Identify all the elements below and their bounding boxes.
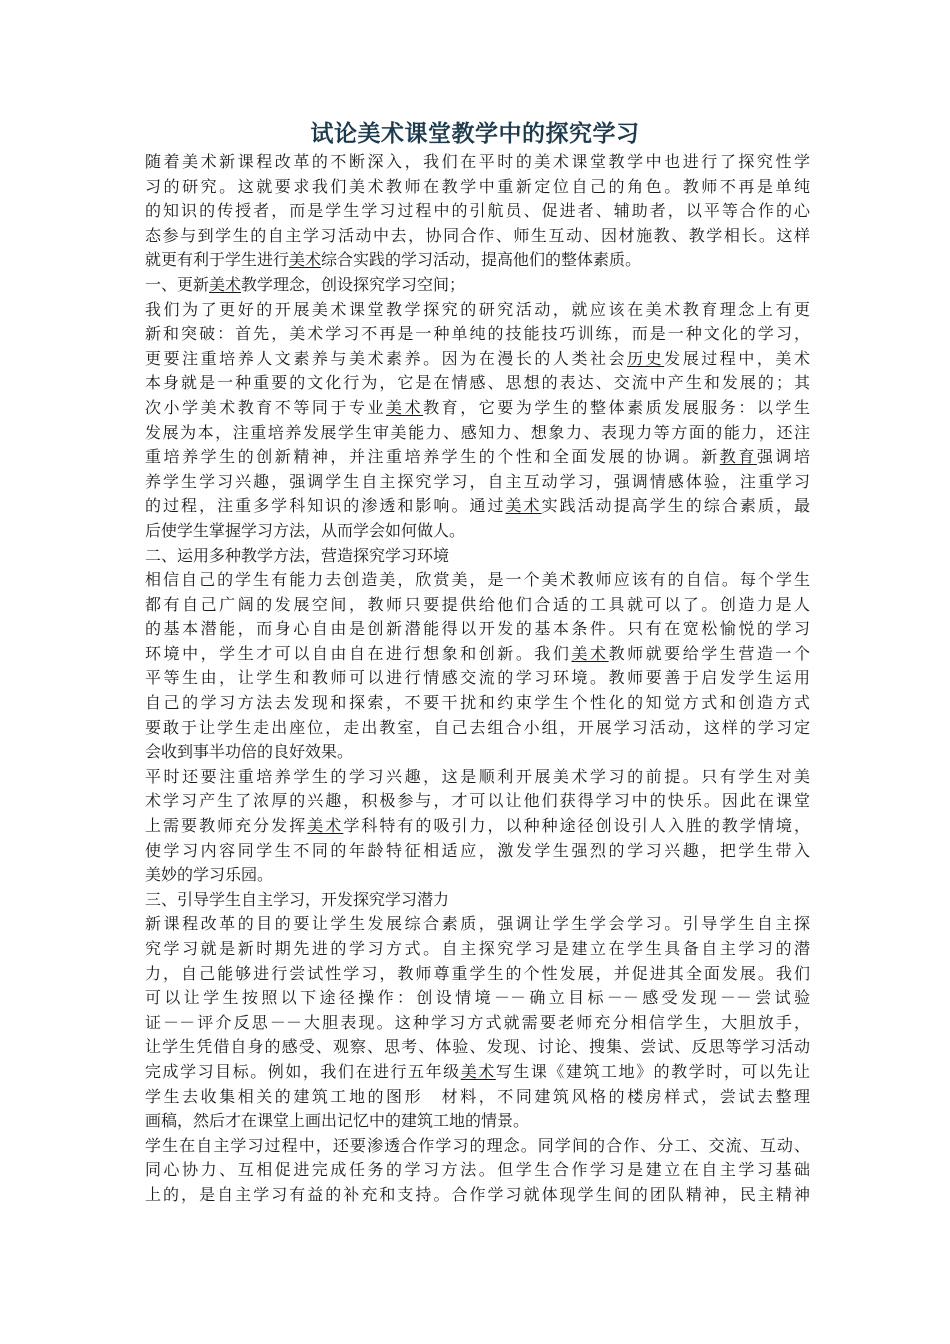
text-segment: 术学习产生了浓厚的兴趣，积极参与，才可以让他们获得学习中的快乐。因此在课堂 [145, 791, 810, 811]
text-segment: 强调培 [756, 447, 810, 467]
text-segment: 上的，是自主学习有益的补充和支持。合作学习就体现学生间的团队精神，民主精神 [145, 1184, 810, 1204]
text-line [145, 273, 810, 298]
text-segment: 实践活动提高学生的综合素质，最 [541, 496, 810, 516]
keyword-link[interactable]: 美术 [386, 397, 424, 417]
text-segment: 学科特有的吸引力，以种种途径创设引人入胜的教学情境， [343, 816, 810, 836]
text-line [145, 470, 810, 495]
text-segment: 可以让学生按照以下途径操作：创设情境－－确立目标－－感受发现－－尝试验 [145, 988, 810, 1008]
text-line [145, 445, 810, 470]
text-line [145, 839, 810, 864]
text-line [145, 593, 810, 618]
text-segment: 要敢于让学生走出座位，走出教室，自己去组合小组，开展学习活动，这样的学习定 [145, 717, 810, 737]
text-segment: 究学习就是新时期先进的学习方式。自主探究学习是建立在学生具备自主学习的潜 [145, 939, 810, 958]
text-line [145, 1035, 810, 1060]
text-line [145, 371, 810, 396]
text-segment: 后使学生掌握学习方法，从而学会如何做人。 [145, 520, 466, 540]
text-line [145, 224, 810, 249]
text-segment: 的基本潜能，而身心自由是创新潜能得以开发的基本条件。只有在宽松愉悦的学习 [145, 619, 810, 639]
text-line [145, 765, 810, 790]
text-line [145, 814, 810, 839]
text-segment: 的知识的传授者，而是学生学习过程中的引航员、促进者、辅助者，以平等合作的心 [145, 201, 810, 221]
text-line [145, 568, 810, 593]
text-segment: 本身就是一种重要的文化行为，它是在情感、思想的表达、交流中产生和发展的；其 [145, 373, 810, 393]
text-segment: 相信自己的学生有能力去创造美，欣赏美，是一个美术教师应该有的自信。每个学生 [145, 570, 810, 590]
text-segment: 养学生学习兴趣，强调学生自主探究学习，自主互动学习，强调情感体验，注重学习 [145, 471, 810, 491]
text-segment: 会收到事半功倍的良好效果。 [145, 742, 354, 762]
text-segment: 一、更新 [145, 274, 210, 294]
text-segment: 教育，它要为学生的整体素质发展服务：以学生 [423, 397, 810, 417]
text-segment: 环境中，学生才可以自由自在进行想象和创新。我们 [145, 643, 572, 663]
text-segment: 写生课《建筑工地》的教学时，可以先让 [495, 1061, 810, 1081]
text-line [145, 666, 810, 691]
text-line [145, 789, 810, 814]
keyword-link[interactable]: 历史 [627, 348, 665, 368]
document-body [145, 150, 810, 1208]
text-segment: 态参与到学生的自主学习活动中去，协同合作、师生互动、因材施教、教学相长。这样 [145, 225, 810, 245]
text-line [145, 347, 810, 372]
text-line [145, 396, 810, 421]
text-line [145, 617, 810, 642]
text-line [145, 740, 810, 765]
text-segment: 综合实践的学习活动，提高他们的整体素质。 [321, 250, 642, 270]
text-line [145, 421, 810, 446]
text-line [145, 1060, 810, 1085]
keyword-link[interactable]: 教育 [719, 447, 757, 467]
text-line [145, 937, 810, 962]
text-line [145, 912, 810, 937]
keyword-link[interactable]: 美术 [307, 816, 344, 836]
text-line [145, 322, 810, 347]
text-segment: 教学理念，创设探究学习空间； [241, 274, 466, 294]
keyword-link[interactable]: 美术 [571, 643, 609, 663]
text-line [145, 150, 810, 175]
text-segment: 的过程，注重多学科知识的渗透和影响。通过 [145, 496, 506, 516]
text-segment: 更要注重培养人文素养与美术素养。因为在漫长的人类社会 [145, 348, 628, 368]
text-segment: 教师就要给学生营造一个 [608, 643, 810, 663]
text-segment: 二、运用多种教学方法，营造探究学习环境 [145, 545, 450, 565]
text-segment: 同心协力、互相促进完成任务的学习方法。但学生合作学习是建立在自主学习基础 [145, 1160, 810, 1180]
text-line [145, 298, 810, 323]
text-segment: 就更有利于学生进行 [145, 250, 290, 270]
text-segment: 使学习内容同学生不同的年龄特征相适应，激发学生强烈的学习兴趣，把学生带入 [145, 840, 810, 860]
text-segment: 画稿，然后才在课堂上画出记忆中的建筑工地的情景。 [145, 1111, 530, 1131]
text-segment: 都有自己广阔的发展空间，教师只要提供给他们合适的工具就可以了。创造力是人 [145, 594, 810, 614]
text-line [145, 1134, 810, 1159]
text-line [145, 175, 810, 200]
text-line [145, 1085, 810, 1110]
text-line [145, 691, 810, 716]
text-segment: 上需要教师充分发挥 [145, 816, 308, 836]
keyword-link[interactable]: 美术 [505, 496, 542, 516]
document-title: 试论美术课堂教学中的探究学习 [310, 120, 640, 147]
text-segment: 新课程改革的目的要让学生发展综合素质，强调让学生学会学习。引导学生自主探 [145, 914, 810, 934]
text-segment: 发展为本，注重培养发展学生审美能力、感知力、想象力、表现力等方面的能力，还注 [145, 422, 810, 442]
text-segment: 习的研究。这就要求我们美术教师在教学中重新定位自己的角色。教师不再是单纯 [145, 176, 810, 196]
text-line [145, 248, 810, 273]
keyword-link[interactable]: 美术 [209, 274, 242, 294]
text-line [145, 494, 810, 519]
text-segment: 我们为了更好的开展美术课堂教学探究的研究活动，就应该在美术教育理念上有更 [145, 299, 810, 319]
text-segment: 力，自己能够进行尝试性学习，教师尊重学生的个性发展，并促进其全面发展。我们 [145, 963, 810, 983]
text-segment: 次小学美术教育不等同于专业 [145, 397, 387, 417]
text-segment: 平等生由，让学生和教师可以进行情感交流的学习环境。教师要善于启发学生运用 [145, 668, 810, 688]
text-segment: 自己的学习方法去发现和探索，不要干扰和约束学生个性化的知觉方式和创造方式 [145, 693, 810, 713]
text-line [145, 888, 810, 913]
text-segment: 完成学习目标。例如，我们在进行五年级 [145, 1061, 461, 1081]
text-segment: 学生在自主学习过程中，还要渗透合作学习的理念。同学间的合作、分工、交流、互动、 [145, 1135, 810, 1155]
keyword-link[interactable]: 美术 [460, 1061, 496, 1081]
text-segment: 让学生凭借自身的感受、观察、思考、体验、发现、讨论、搜集、尝试、反思等学习活动 [145, 1037, 810, 1057]
text-segment: 三、引导学生自主学习，开发探究学习潜力 [145, 889, 450, 909]
text-line [145, 863, 810, 888]
text-line [145, 642, 810, 667]
text-line [145, 519, 810, 544]
text-segment: 发展过程中，美术 [664, 348, 810, 368]
text-segment: 美妙的学习乐园。 [145, 865, 274, 885]
text-segment: 新和突破：首先，美术学习不再是一种单纯的技能技巧训练，而是一种文化的学习， [145, 324, 810, 344]
text-line [145, 1011, 810, 1036]
text-segment: 平时还要注重培养学生的学习兴趣，这是顺利开展美术学习的前提。只有学生对美 [145, 766, 810, 786]
text-line [145, 716, 810, 741]
text-line [145, 1158, 810, 1183]
text-segment: 随着美术新课程改革的不断深入，我们在平时的美术课堂教学中也进行了探究性学 [145, 152, 810, 171]
text-line [145, 1109, 810, 1134]
text-segment: 证－－评介反思－－大胆表现。这种学习方式就需要老师充分相信学生，大胆放手， [145, 1012, 810, 1032]
text-line [145, 199, 810, 224]
text-line [145, 1183, 810, 1208]
text-line [145, 544, 810, 569]
text-segment: 学生去收集相关的建筑工地的图形 材料，不同建筑风格的楼房样式，尝试去整理 [145, 1086, 810, 1106]
text-segment: 重培养学生的创新精神，并注重培养学生的个性和全面发展的协调。新 [145, 447, 720, 467]
text-line [145, 962, 810, 987]
keyword-link[interactable]: 美术 [289, 250, 322, 270]
text-line [145, 986, 810, 1011]
